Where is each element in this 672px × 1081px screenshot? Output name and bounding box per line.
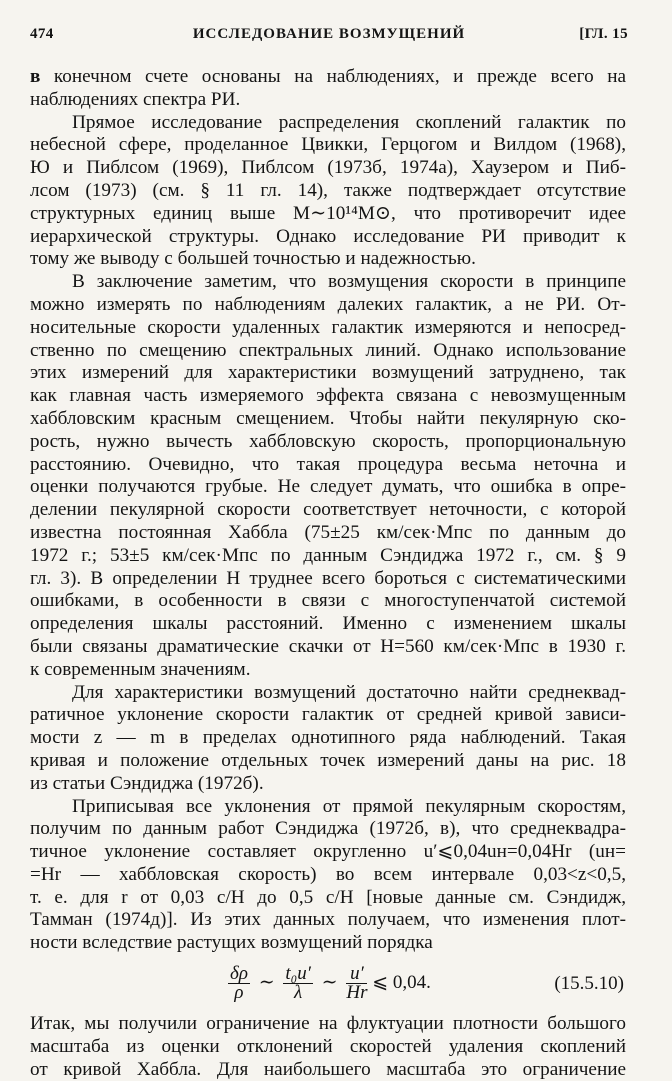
fraction-denominator: Hr <box>346 982 368 1004</box>
sim-symbol: ∼ <box>321 971 338 993</box>
text-line: в конечном счете основаны на наблюдениях, и прежде всего на <box>30 66 626 87</box>
text-line: ственно по смещению спектральных линий. Однако использование <box>30 339 626 361</box>
text-line: =Hr — хаббловская скорость) во всем интервале 0,03<z<0,5, <box>30 863 626 885</box>
text-line: из статьи Сэндиджа (1972б). <box>30 772 264 794</box>
text-line: Ю и Пиблсом (1969), Пиблсом (1973б, 1974а), Хаузером и Пиб- <box>30 157 626 179</box>
page-number: 474 <box>30 26 54 42</box>
fraction-numerator: δρ <box>230 963 248 985</box>
text-line: мости z — m в пределах однотипного ряда наблюдений. Такая <box>30 727 626 749</box>
fraction-numerator: t₀u′ <box>285 963 311 985</box>
text-line: ности вследствие растущих возмущений порядка <box>30 932 433 954</box>
inequality-tail: ⩽ 0,04. <box>372 971 431 993</box>
text-line: определения шкалы расстояний. Именно с изменением шкалы <box>30 613 626 635</box>
text-line: Прямое исследование распределения скоплений галактик по <box>72 111 626 133</box>
fraction-density <box>228 965 250 1002</box>
text-line: т. е. для r от 0,03 c/H до 0,5 c/H [новые данные см. Сэндидж, <box>30 886 626 908</box>
text-line: небесной сфере, проделанное Цвикки, Герцогом и Вилдом (1968), <box>30 134 626 156</box>
text-line: ратичное уклонение скорости галактик от средней кривой зависи- <box>30 704 626 726</box>
text-line: расстоянию. Очевидно, что такая процедура весьма неточна и <box>30 453 626 475</box>
fraction-velocity <box>346 965 367 1002</box>
text-block-main <box>30 66 626 955</box>
text-line: Приписывая все уклонения от прямой пекулярным скоростям, <box>72 795 626 817</box>
running-title: ИССЛЕДОВАНИЕ ВОЗМУЩЕНИЙ <box>192 26 466 42</box>
text-line: носительные скорости удаленных галактик измеряются и непосред- <box>30 316 626 338</box>
text-line: В заключение заметим, что возмущения скорости в принципе <box>72 271 626 293</box>
fraction-time <box>283 965 313 1002</box>
text-line: Итак, мы получили ограничение на флуктуации плотности большого <box>30 1013 626 1035</box>
text-line: тому же выводу с большей точностью и надежностью. <box>30 248 476 270</box>
text-line: можно измерять по наблюдениям далеких галактик, а не РИ. От- <box>30 293 626 315</box>
text-line: 1972 г.; 53±5 км/сек·Мпс по данным Сэндиджа 1972 г., см. § 9 <box>30 544 626 566</box>
equation-number: (15.5.10) <box>554 973 624 995</box>
text-line: известна постоянная Хаббла (75±25 км/сек·Мпс по данным до <box>30 521 626 543</box>
running-header <box>30 26 628 52</box>
text-line: получим по данным работ Сэндиджа (1972б, в), что среднеквадра- <box>30 818 626 840</box>
text-line: наблюдениях спектра РИ. <box>30 88 241 110</box>
text-line: ошибками, в особенности в связи с многоступенчатой системой <box>30 590 626 612</box>
text-line: лсом (1973) (см. § 11 гл. 14), также подтверждает отсутствие <box>30 179 626 201</box>
text-line: Тамман (1974д)]. Из этих данных получаем, что изменения плот- <box>30 909 626 931</box>
text-block-after-equation <box>30 1013 626 1081</box>
text-line: как главная часть измеряемого эффекта связана с невозмущенным <box>30 385 626 407</box>
text-line: от кривой Хаббла. Для наибольшего масштаба это ограничение <box>30 1058 626 1080</box>
text-line: этих измерений для характеристики возмущений затруднено, так <box>30 362 626 384</box>
text-line: были связаны драматические скачки от H=560 км/сек·Мпс в 1930 г. <box>30 635 626 657</box>
equation-expression <box>228 965 431 1002</box>
text-line: кривая и положение отдельных точек измерений даны на рис. 18 <box>30 749 626 771</box>
text-line: Для характеристики возмущений достаточно найти среднеквад- <box>72 681 626 703</box>
bold-initial: в <box>30 66 41 87</box>
text-line: структурных единиц выше M∼10¹⁴M⊙, что противоречит идее <box>30 202 626 224</box>
body-text <box>30 66 626 1081</box>
text-line: хаббловским красным смещением. Чтобы найти пекулярную ско- <box>30 407 626 429</box>
text-line: делении пекулярной скорости соответствует неточности, с которой <box>30 499 626 521</box>
equation-15-5-10 <box>30 957 626 1009</box>
fraction-denominator: ρ <box>234 982 244 1004</box>
text-line: оценки получаются грубые. Не следует думать, что ошибка в опре- <box>30 476 626 498</box>
sim-symbol: ∼ <box>258 971 275 993</box>
text-line: масштаба из оценки отклонений скоростей удаления скоплений <box>30 1035 626 1057</box>
text-line: рость, нужно вычесть хаббловскую скорость, пропорциональную <box>30 430 626 452</box>
chapter-label: [ГЛ. 15 <box>579 26 628 42</box>
fraction-denominator: λ <box>294 982 303 1004</box>
text-line: к современным значениям. <box>30 658 251 680</box>
text-line: тичное уклонение составляет округленно u′⩽0,04uн=0,04Hr (uн= <box>30 841 626 863</box>
fraction-numerator: u′ <box>346 965 367 984</box>
text-line: гл. 3). В определении H труднее всего бороться с систематическими <box>30 567 626 589</box>
text-line: иерархической структуры. Однако исследование РИ приводит к <box>30 225 626 247</box>
